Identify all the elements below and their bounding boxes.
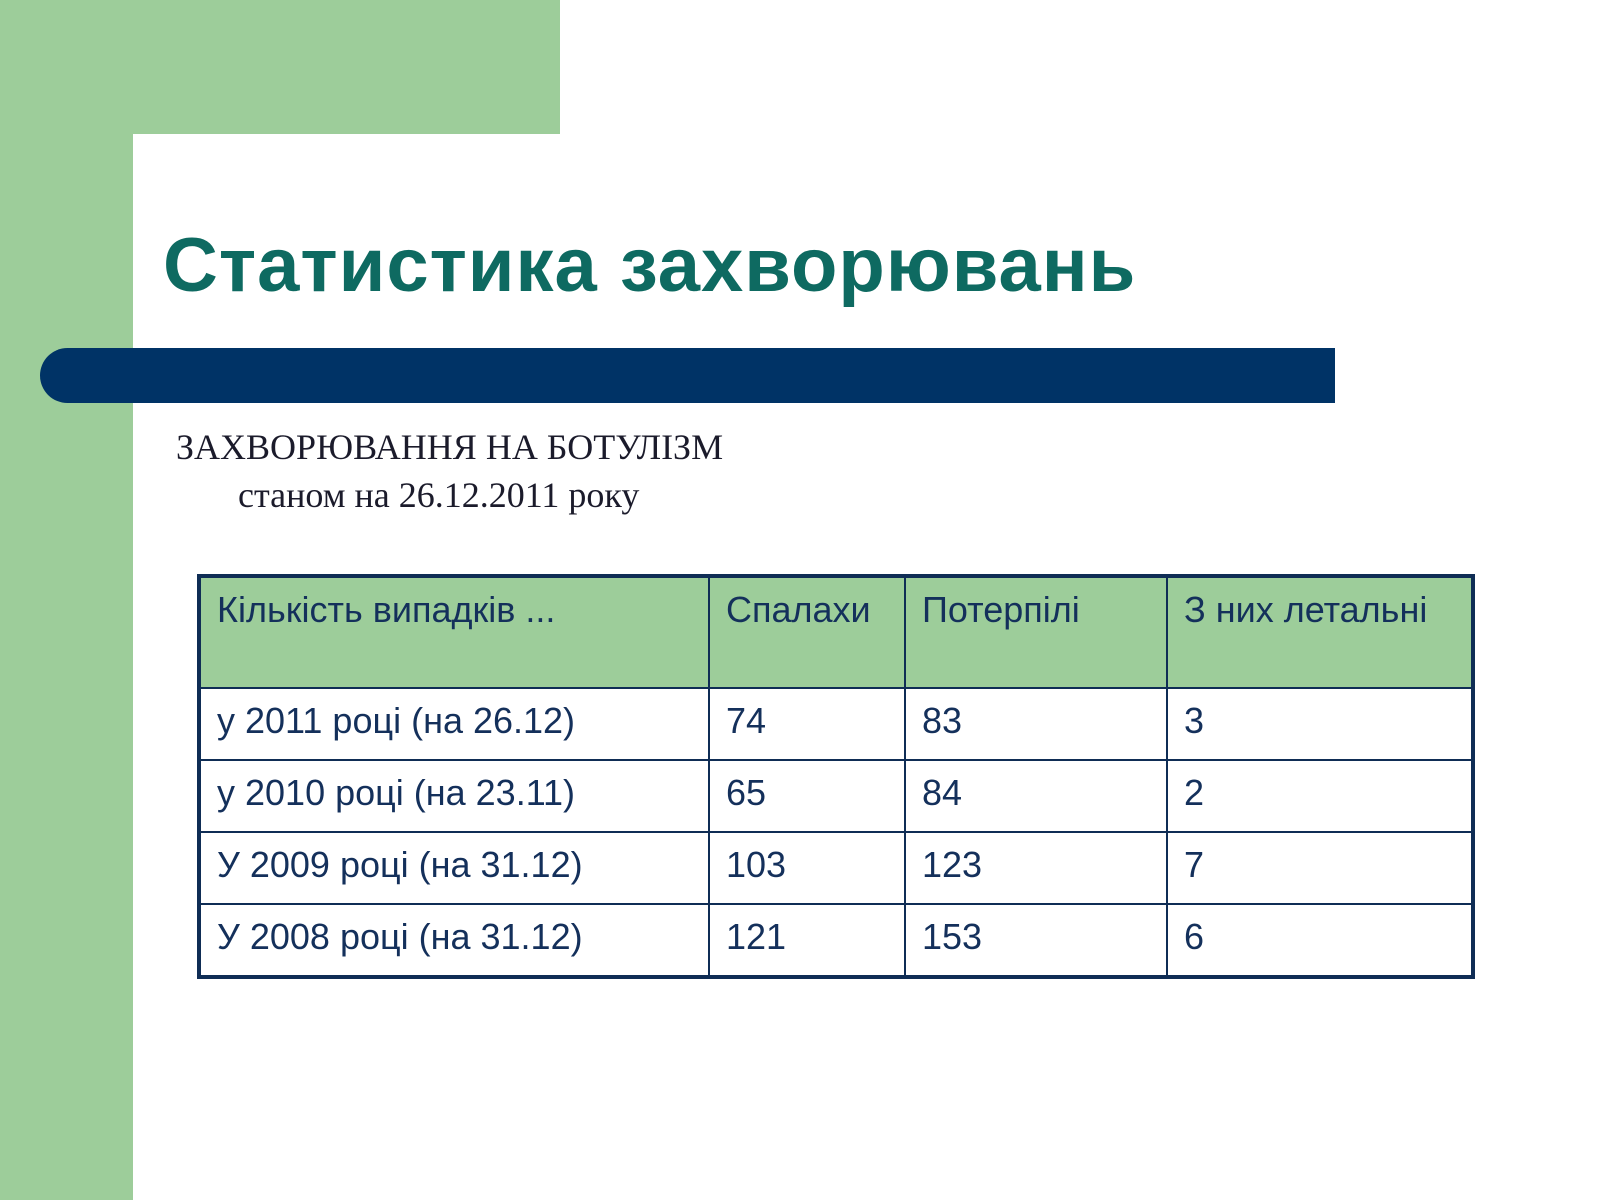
subtitle-heading: ЗАХВОРЮВАННЯ НА БОТУЛІЗМ (176, 427, 724, 467)
victims-value: 83 (905, 688, 1167, 760)
fatal-value: 6 (1167, 904, 1473, 977)
title-underline-bar (40, 348, 1335, 403)
header-cases: Кількість випадків ... (199, 576, 709, 688)
outbreaks-value: 74 (709, 688, 905, 760)
row-label: у 2010 році (на 23.11) (199, 760, 709, 832)
outbreaks-value: 103 (709, 832, 905, 904)
fatal-value: 3 (1167, 688, 1473, 760)
left-accent-band (0, 0, 133, 1200)
header-outbreaks: Спалахи (709, 576, 905, 688)
table-row (199, 760, 1473, 832)
top-accent-band (0, 0, 560, 134)
row-label: У 2009 році (на 31.12) (199, 832, 709, 904)
row-label: у 2011 році (на 26.12) (199, 688, 709, 760)
botulism-statistics-table (197, 574, 1475, 979)
outbreaks-value: 121 (709, 904, 905, 977)
table-row (199, 904, 1473, 977)
fatal-value: 7 (1167, 832, 1473, 904)
slide-title: Статистика захворювань (163, 223, 1137, 308)
header-victims: Потерпілі (905, 576, 1167, 688)
table-row (199, 832, 1473, 904)
victims-value: 84 (905, 760, 1167, 832)
outbreaks-value: 65 (709, 760, 905, 832)
victims-value: 153 (905, 904, 1167, 977)
fatal-value: 2 (1167, 760, 1473, 832)
row-label: У 2008 році (на 31.12) (199, 904, 709, 977)
table-header-row (199, 576, 1473, 688)
table-row (199, 688, 1473, 760)
subtitle-date: станом на 26.12.2011 року (238, 475, 640, 515)
header-fatal: З них летальні (1167, 576, 1473, 688)
victims-value: 123 (905, 832, 1167, 904)
